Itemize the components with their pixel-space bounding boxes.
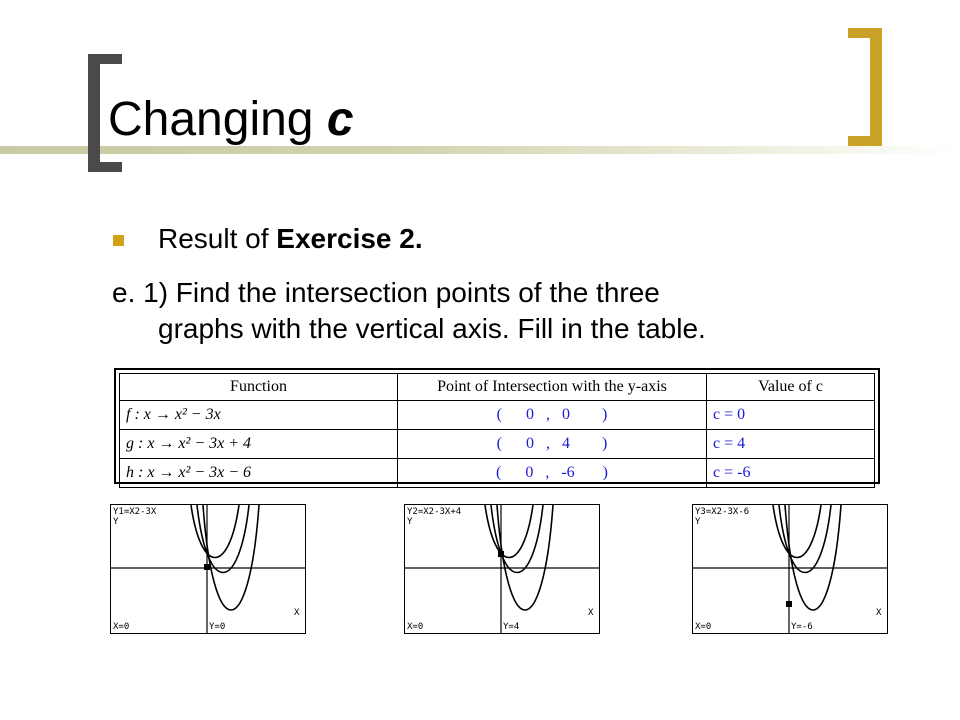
graph-y2-plot bbox=[405, 505, 599, 633]
right-bracket-bottom bbox=[848, 136, 882, 146]
comma: , bbox=[546, 406, 550, 423]
graph-top-label: Y2=X2-3X+4 bbox=[407, 507, 462, 517]
graph-y1 bbox=[110, 504, 306, 634]
point-cell bbox=[398, 430, 707, 459]
graph-x-axis-label: X bbox=[876, 608, 882, 618]
graph-x-axis-label: X bbox=[588, 608, 594, 618]
left-bracket-top bbox=[88, 54, 122, 64]
paren-open: ( bbox=[496, 464, 502, 481]
function-cell: g : x → x² − 3x + 4 bbox=[120, 430, 398, 459]
table-header: Point of Intersection with the y-axis bbox=[398, 374, 707, 401]
table-row bbox=[120, 401, 875, 430]
graph-bottom-left-label: X=0 bbox=[407, 622, 424, 632]
graph-bottom-left-label: X=0 bbox=[113, 622, 130, 632]
instruction-line1: e. 1) Find the intersection points of the three bbox=[112, 277, 660, 308]
paren-open: ( bbox=[496, 435, 502, 452]
graph-bottom-right-label: Y=0 bbox=[209, 622, 226, 632]
function-cell: f : x → x² − 3x bbox=[120, 401, 398, 430]
graph-y3-plot bbox=[693, 505, 887, 633]
c-value-cell: c = 4 bbox=[707, 430, 875, 459]
slide-title bbox=[108, 92, 354, 148]
comma: , bbox=[545, 464, 550, 481]
paren-close: ) bbox=[602, 406, 608, 423]
graph-top-label: Y3=X2-3X-6 bbox=[695, 507, 750, 517]
graph-y2 bbox=[404, 504, 600, 634]
point-cell bbox=[398, 401, 707, 430]
point-y: 0 bbox=[562, 406, 570, 423]
point-x: 0 bbox=[526, 406, 534, 423]
table-row bbox=[120, 459, 875, 488]
title-variable: c bbox=[326, 93, 354, 146]
bullet-bold: Exercise 2. bbox=[276, 223, 423, 254]
table-header-row bbox=[120, 374, 875, 401]
bullet-prefix: Result of bbox=[158, 223, 277, 254]
instruction-line2: graphs with the vertical axis. Fill in the table. bbox=[158, 313, 706, 344]
point-cell bbox=[398, 459, 707, 488]
paren-close: ) bbox=[602, 435, 608, 452]
left-bracket-decoration bbox=[88, 54, 100, 172]
title-text: Changing bbox=[108, 93, 327, 146]
bullet-square-icon bbox=[113, 235, 124, 246]
graph-y1-plot bbox=[111, 505, 305, 633]
c-value-cell: c = -6 bbox=[707, 459, 875, 488]
paren-close: ) bbox=[602, 464, 608, 481]
point-y: 4 bbox=[562, 435, 570, 452]
function-cell: h : x → x² − 3x − 6 bbox=[120, 459, 398, 488]
graph-y-axis-label: Y bbox=[407, 517, 413, 527]
right-bracket-decoration bbox=[870, 28, 882, 146]
left-bracket-bottom bbox=[88, 162, 122, 172]
bullet-text bbox=[158, 222, 423, 256]
c-value-cell: c = 0 bbox=[707, 401, 875, 430]
right-bracket-top bbox=[848, 28, 882, 38]
graph-y3 bbox=[692, 504, 888, 634]
instruction-text bbox=[112, 275, 912, 347]
comma: , bbox=[546, 435, 550, 452]
paren-open: ( bbox=[496, 406, 502, 423]
graph-top-label: Y1=X2-3X bbox=[113, 507, 157, 517]
table-row bbox=[120, 430, 875, 459]
graph-bottom-right-label: Y=-6 bbox=[791, 622, 813, 632]
graph-y-axis-label: Y bbox=[695, 517, 701, 527]
intersection-table bbox=[114, 368, 880, 484]
graph-bottom-left-label: X=0 bbox=[695, 622, 712, 632]
point-x: 0 bbox=[526, 435, 534, 452]
graph-y-axis-label: Y bbox=[113, 517, 119, 527]
graph-x-axis-label: X bbox=[294, 608, 300, 618]
graph-bottom-right-label: Y=4 bbox=[503, 622, 520, 632]
point-x: 0 bbox=[525, 464, 534, 481]
table-header: Function bbox=[120, 374, 398, 401]
table-header: Value of c bbox=[707, 374, 875, 401]
point-y: -6 bbox=[561, 464, 575, 481]
